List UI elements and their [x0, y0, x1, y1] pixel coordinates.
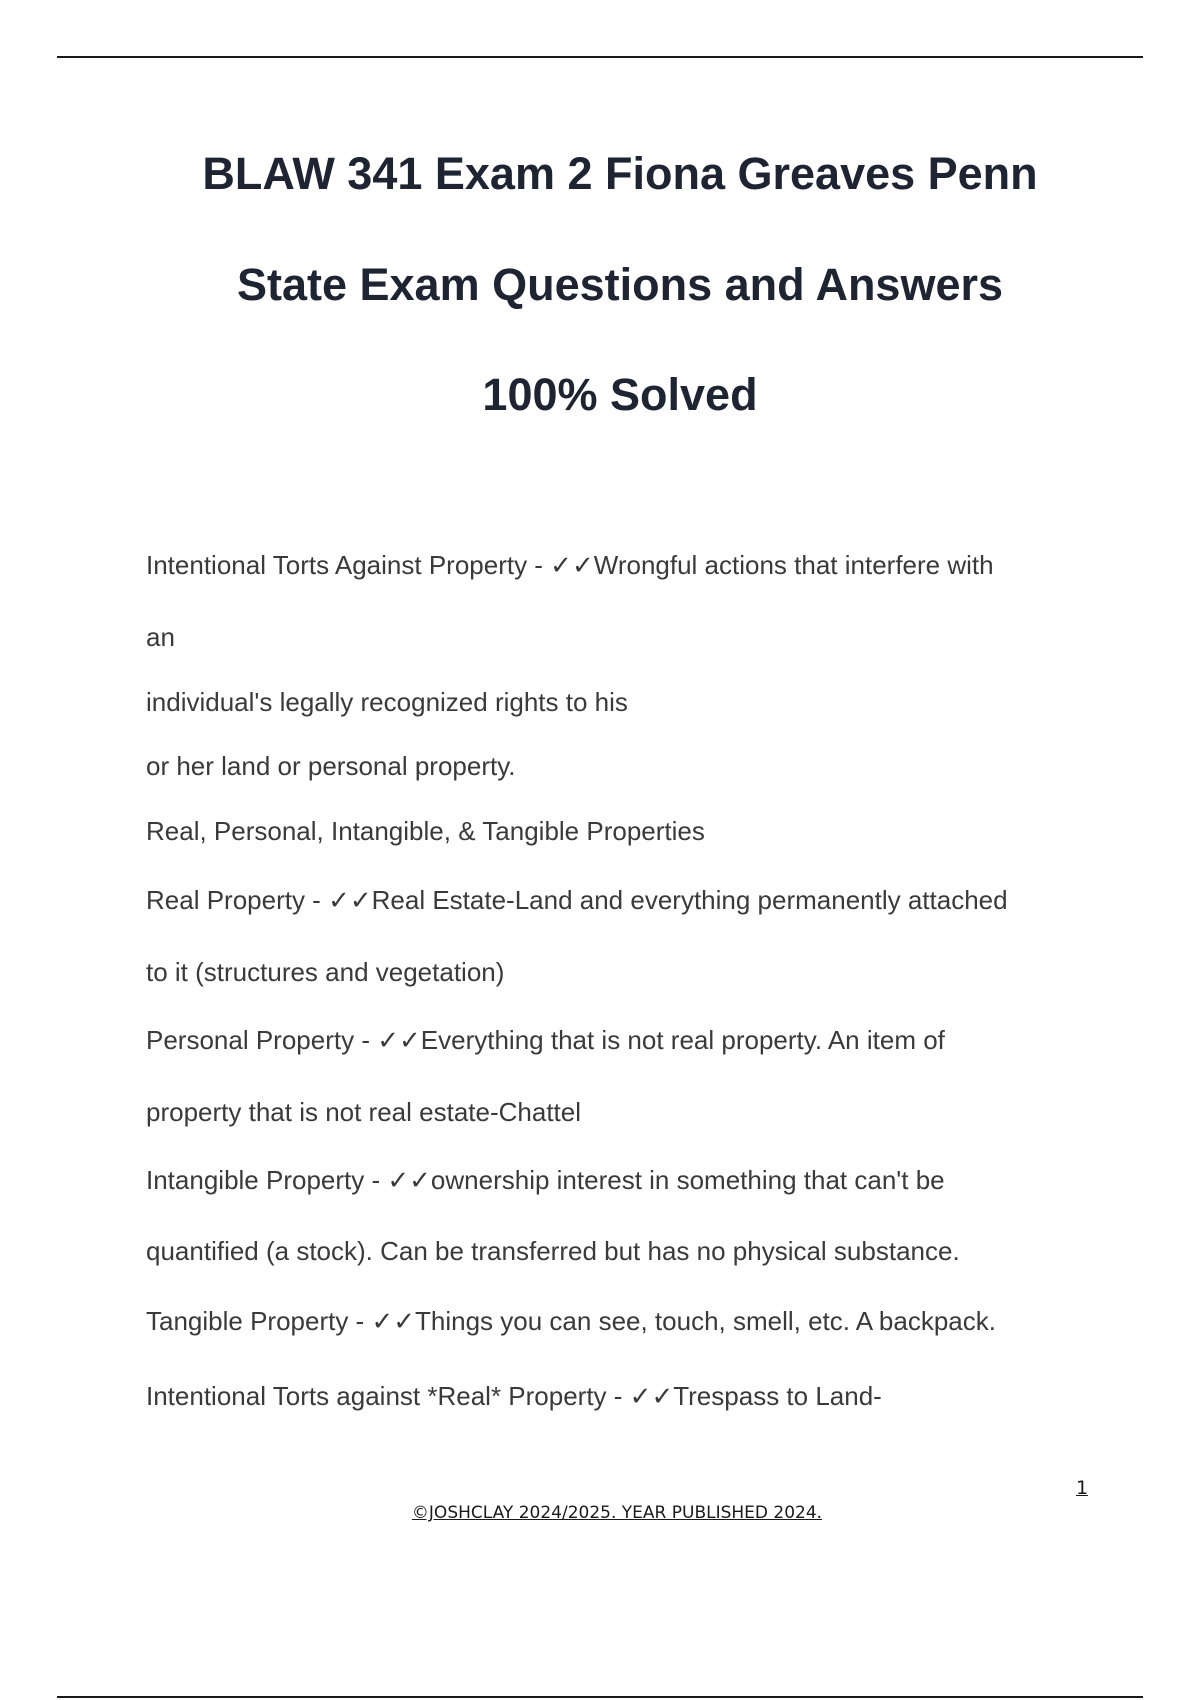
- body-line: quantified (a stock). Can be transferred but has no physical substance.: [146, 1236, 960, 1266]
- body-line: or her land or personal property.: [146, 751, 516, 781]
- document-title-line-2: State Exam Questions and Answers: [236, 259, 1004, 310]
- body-line: Real, Personal, Intangible, & Tangible Properties: [146, 816, 705, 846]
- top-rule: [57, 56, 1143, 58]
- body-line: Real Property - ✓✓Real Estate-Land and everything permanently attached: [146, 885, 1008, 915]
- body-line: individual's legally recognized rights to his: [146, 687, 628, 717]
- document-title-line-3: 100% Solved: [482, 369, 758, 420]
- body-line: Intentional Torts Against Property - ✓✓Wrongful actions that interfere with: [146, 550, 994, 580]
- body-line: Intentional Torts against *Real* Property - ✓✓Trespass to Land-: [146, 1381, 882, 1411]
- body-line: Tangible Property - ✓✓Things you can see, touch, smell, etc. A backpack.: [146, 1306, 996, 1336]
- body-line: Personal Property - ✓✓Everything that is not real property. An item of: [146, 1025, 945, 1055]
- copyright-footer: ©JOSHCLAY 2024/2025. YEAR PUBLISHED 2024.: [411, 1503, 823, 1523]
- body-line: to it (structures and vegetation): [146, 957, 505, 987]
- page-number: 1: [1076, 1477, 1089, 1499]
- body-line: property that is not real estate-Chattel: [146, 1097, 582, 1127]
- document-title-line-1: BLAW 341 Exam 2 Fiona Greaves Penn: [202, 148, 1038, 199]
- body-line: an: [146, 622, 175, 652]
- body-line: Intangible Property - ✓✓ownership interest in something that can't be: [146, 1165, 945, 1195]
- bottom-rule: [57, 1696, 1143, 1698]
